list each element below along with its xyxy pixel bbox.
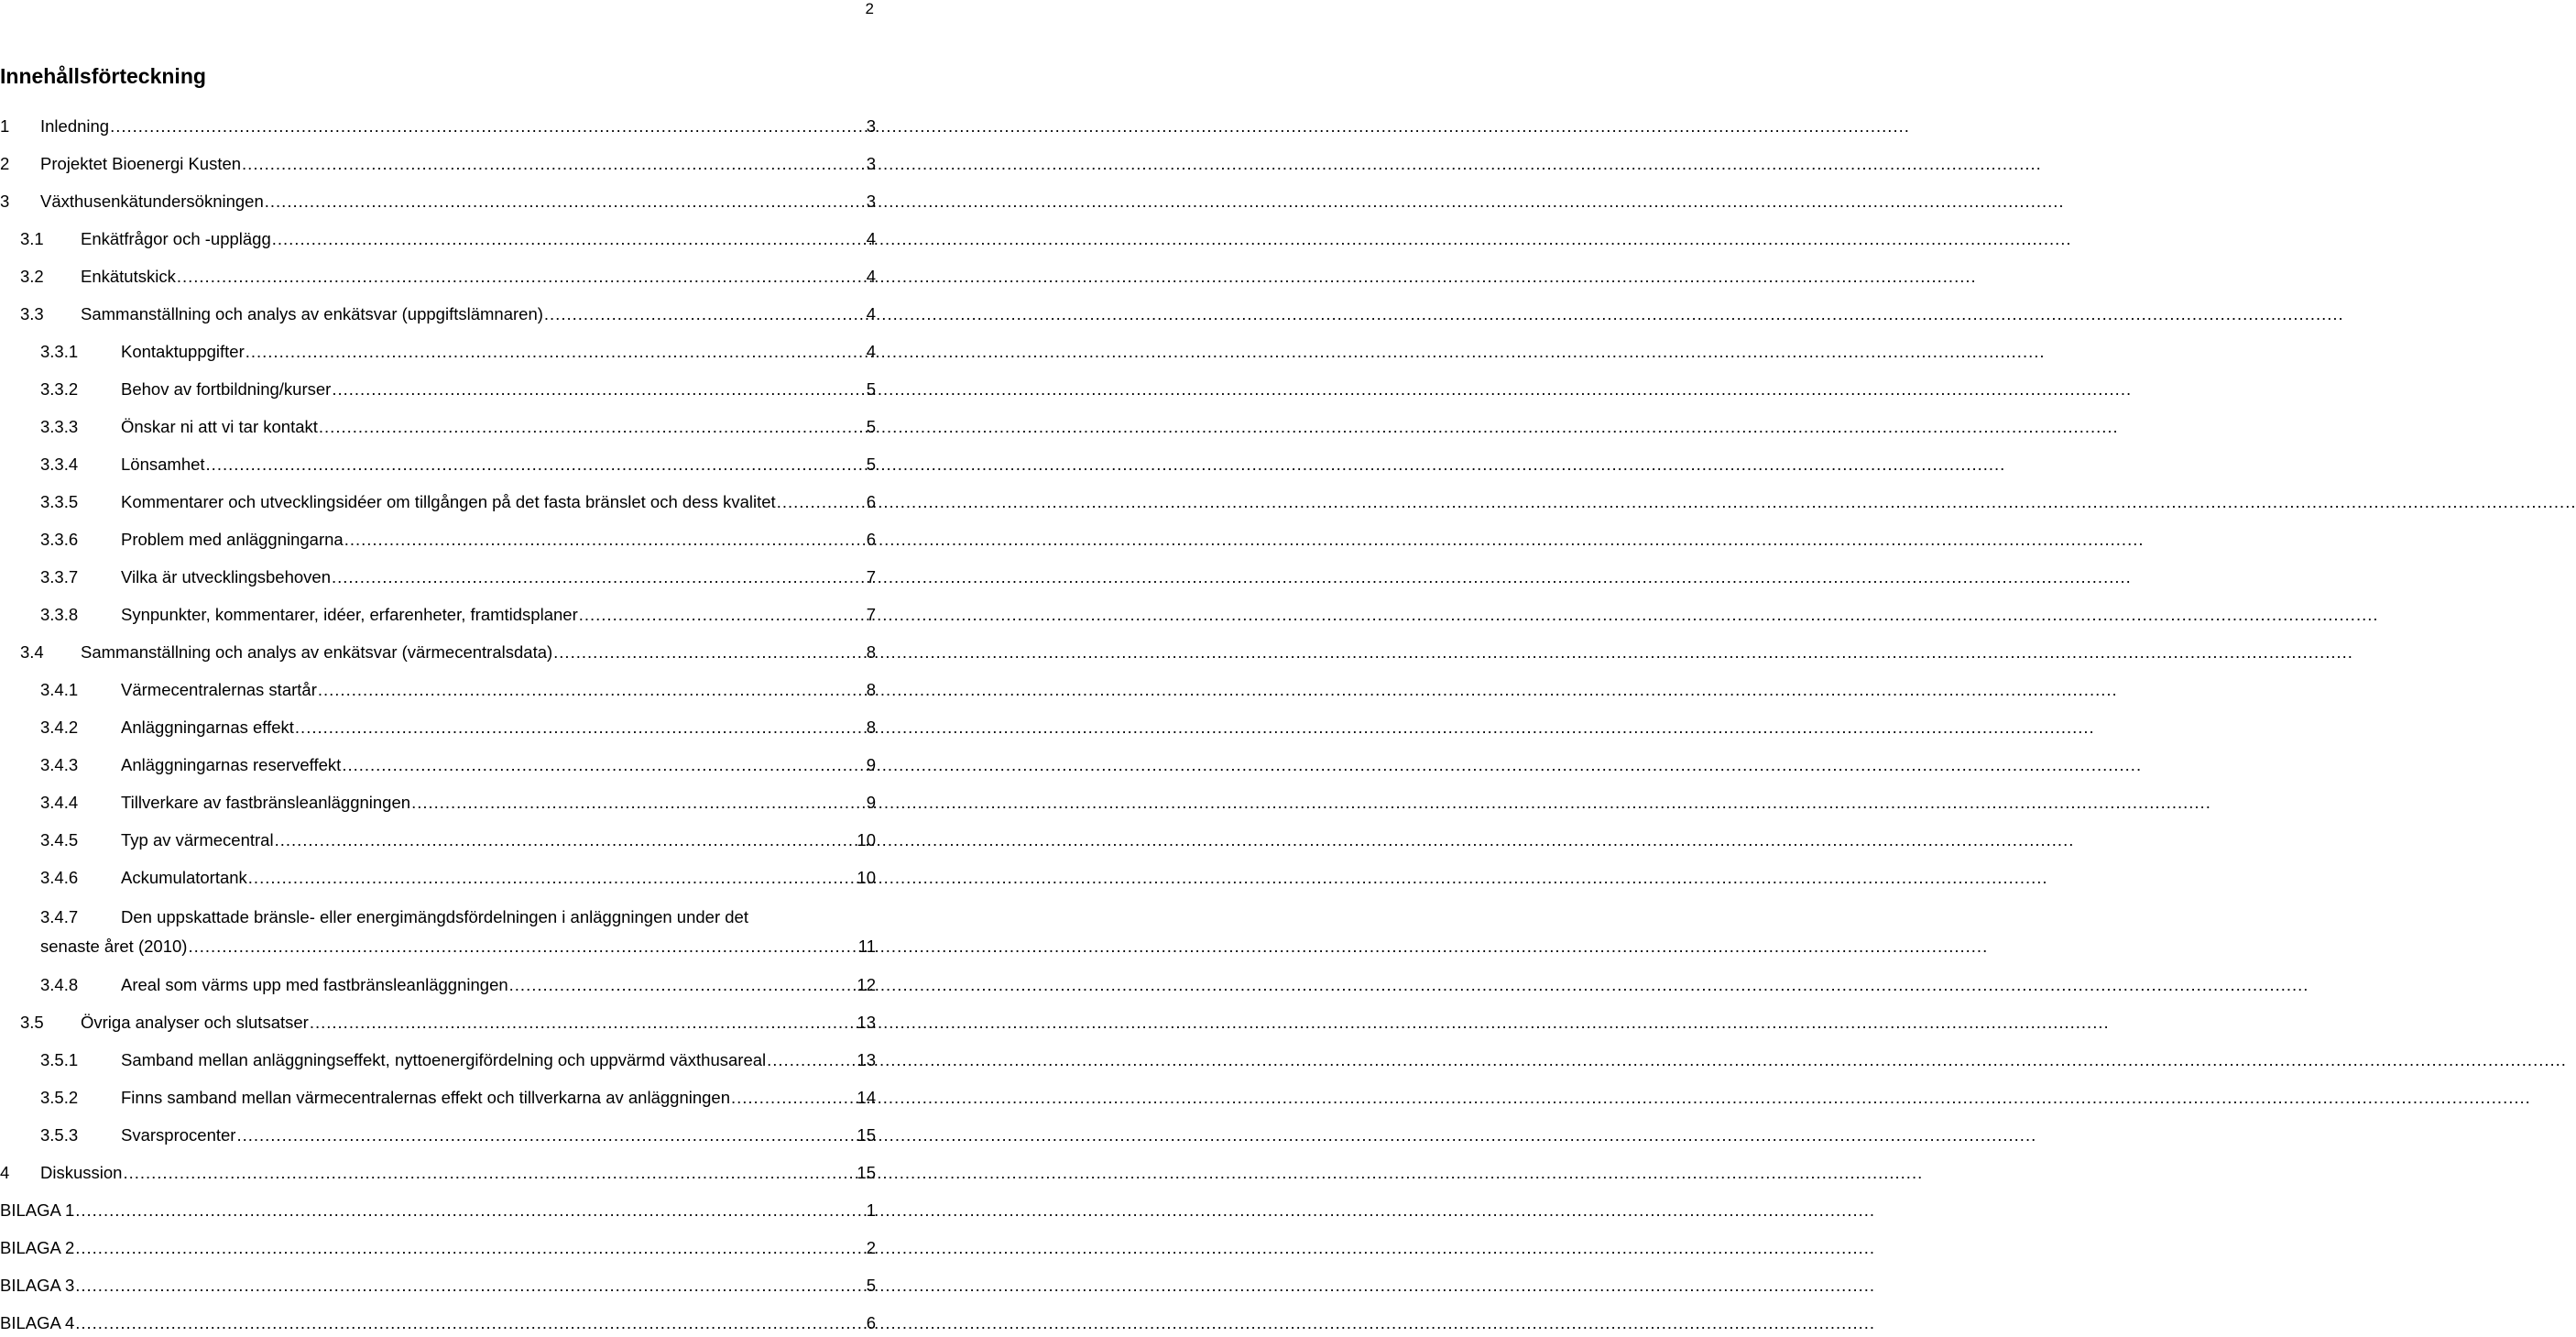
dot-leader [275,827,857,854]
toc-entry[interactable] [0,601,876,629]
toc-entry-page: 6 [866,530,876,549]
toc-entry-label: BILAGA 1 [0,1200,75,1220]
dot-leader [75,1272,865,1299]
toc-entry-number: 3.1 [20,229,44,248]
toc-entry-label: Synpunkter, kommentarer, idéer, erfarenheter, framtidsplaner [121,605,578,624]
toc-entry-page: 4 [866,229,876,248]
dot-leader [544,301,866,328]
toc-entry-number: 3.4 [20,642,44,662]
toc-entry-number: 3.3.6 [40,530,79,549]
toc-entry-number: 3.5.1 [40,1050,79,1069]
dot-leader [767,1047,856,1074]
toc-entry-number: 3.3.7 [40,567,79,586]
toc-entry-page: 2 [866,1238,876,1257]
toc-entry-page: 4 [866,342,876,361]
toc-entry[interactable] [0,413,876,441]
toc-entry-label: Ackumulatortank [121,868,247,887]
toc-entry-number: 3.4.3 [40,755,79,774]
toc-entry[interactable] [0,904,876,960]
toc-entry-number: 3.2 [20,267,44,286]
toc-entry[interactable] [0,789,876,816]
toc-entry-page: 8 [866,680,876,699]
toc-entry-label: Diskussion [40,1163,123,1182]
toc-entry-label: Anläggningarnas effekt [121,718,294,737]
toc-entry-label: Tillverkare av fastbränsleanläggningen [121,793,411,812]
toc-entry[interactable] [0,1310,876,1337]
toc-entry-number: 3.5 [20,1013,44,1032]
toc-entry-number: 3.4.8 [40,975,79,994]
toc-entry-label: Inledning [40,116,110,136]
toc-entry-label: BILAGA 4 [0,1313,75,1332]
toc-entry-label: Svarsprocenter [121,1125,236,1145]
toc-entry-page: 10 [857,868,876,887]
toc-entry[interactable] [0,1272,876,1299]
dot-leader [332,564,866,591]
page-number: 2 [865,0,874,17]
dot-leader [318,676,866,704]
toc-entry-number: 4 [0,1163,10,1182]
toc-entry-page: 8 [866,718,876,737]
toc-entry-page: 3 [866,192,876,211]
toc-entry[interactable] [0,301,876,328]
dot-leader [777,488,866,516]
toc-entry-label: Värmecentralernas startår [121,680,317,699]
toc-entry[interactable] [0,971,876,999]
dot-leader [75,1234,865,1262]
toc-entry-number: 3.3.3 [40,417,79,436]
toc-entry[interactable] [0,864,876,892]
toc-entry-number: 3.4.4 [40,793,79,812]
toc-entry-number: 3.5.2 [40,1088,79,1107]
dot-leader [206,451,866,478]
toc-entry[interactable] [0,1047,876,1074]
toc-entry-page: 9 [866,793,876,812]
toc-entry-page: 15 [857,1163,876,1182]
toc-entry-label: Behov av fortbildning/kurser [121,379,332,399]
dot-leader [553,639,866,666]
toc-entry[interactable] [0,639,876,666]
toc-entry-page: 4 [866,267,876,286]
dot-leader [75,1310,865,1337]
toc-entry-page: 14 [857,1088,876,1107]
toc-entry-label: Lönsamhet [121,455,205,474]
toc-entry[interactable] [0,1084,876,1112]
toc-entry-number: 3.4.2 [40,718,79,737]
toc-entry-label: Kontaktuppgifter [121,342,245,361]
toc-entry[interactable] [0,150,876,178]
toc-entry[interactable] [0,827,876,854]
toc-entry-page: 3 [866,154,876,173]
toc-entry[interactable] [0,676,876,704]
toc-entry-number: 3.3.1 [40,342,79,361]
toc-entry-page: 6 [866,1313,876,1332]
toc-entry-number: 3.3.2 [40,379,79,399]
toc-entry-number: 3 [0,192,10,211]
toc-title: Innehållsförteckning [0,64,206,88]
toc-entry[interactable] [0,451,876,478]
toc-entry[interactable] [0,488,876,516]
toc-entry-label: Vilka är utvecklingsbehoven [121,567,331,586]
toc-entry-number: 1 [0,116,10,136]
toc-entry-page: 8 [866,642,876,662]
toc-entry-label: Växthusenkätundersökningen [40,192,264,211]
toc-entry-page: 9 [866,755,876,774]
toc-entry-label: Typ av värmecentral [121,830,274,849]
dot-leader [246,338,866,366]
toc-entry-page: 5 [866,379,876,399]
dot-leader [265,188,866,215]
toc-entry-number: 3.4.7 [40,907,79,926]
toc-entry-number: 3.4.5 [40,830,79,849]
toc-entry-page: 13 [857,1013,876,1032]
toc-entry-number: 3.3 [20,304,44,323]
toc-entry-label: Areal som värms upp med fastbränsleanläggningen [121,975,508,994]
toc-entry-page: 5 [866,1276,876,1295]
toc-entry-page: 3 [866,116,876,136]
toc-entry-number: 3.4.1 [40,680,79,699]
toc-entry-page: 12 [857,975,876,994]
toc-entry-number: 2 [0,154,10,173]
toc-entry-label: Enkätfrågor och -upplägg [81,229,271,248]
toc-entry[interactable] [0,376,876,403]
toc-entry-page: 5 [866,455,876,474]
dot-leader [509,971,857,999]
toc-entry[interactable] [0,1234,876,1262]
toc-entry-label: Anläggningarnas reserveffekt [121,755,342,774]
toc-entry-page: 4 [866,304,876,323]
toc-entry-label: BILAGA 3 [0,1276,75,1295]
toc-entry[interactable] [0,225,876,253]
toc-entry-label: Sammanställning och analys av enkätsvar (värmecentralsdata) [81,642,553,662]
toc-entry-label: Samband mellan anläggningseffekt, nyttoenergifördelning och uppvärmd växthusareal [121,1050,767,1069]
dot-leader [236,1122,856,1149]
toc-entry-page: 11 [857,937,876,956]
toc-entry-number: 3.3.8 [40,605,79,624]
toc-entry[interactable] [0,1197,876,1224]
dot-leader [188,933,857,960]
dot-leader [248,864,857,892]
toc-entry-label: Enkätutskick [81,267,176,286]
toc-entry-label: BILAGA 2 [0,1238,75,1257]
toc-entry-label-continued: senaste året (2010) [40,937,188,956]
dot-leader [332,376,865,403]
toc-entry[interactable] [0,338,876,366]
toc-entry[interactable] [0,564,876,591]
toc-entry-page: 13 [857,1050,876,1069]
toc-entry-number: 3.4.6 [40,868,79,887]
dot-leader [75,1197,865,1224]
dot-leader [579,601,866,629]
toc-entry-page: 1 [866,1200,876,1220]
dot-leader [319,413,866,441]
toc-entry-label: Finns samband mellan värmecentralernas effekt och tillverkarna av anläggningen [121,1088,730,1107]
dot-leader [177,263,866,290]
dot-leader [295,714,866,741]
toc-entry-label: Den uppskattade bränsle- eller energimängdsfördelningen i anläggningen under det [121,907,748,926]
toc-entry-label: Sammanställning och analys av enkätsvar (uppgiftslämnaren) [81,304,543,323]
dot-leader [272,225,866,253]
dot-leader [344,526,866,553]
toc-entry[interactable] [0,714,876,741]
toc-entry[interactable] [0,263,876,290]
toc-entry-page: 7 [866,605,876,624]
dot-leader [310,1009,857,1036]
toc-entry-page: 5 [866,417,876,436]
toc-entry-page: 10 [857,830,876,849]
toc-entry[interactable] [0,1009,876,1036]
toc-entry-page: 15 [857,1125,876,1145]
toc-entry-number: 3.3.5 [40,492,79,511]
toc-entry[interactable] [0,526,876,553]
toc-entry[interactable] [0,751,876,779]
dot-leader [110,113,866,140]
toc-entry-page: 7 [866,567,876,586]
toc-entry-label: Övriga analyser och slutsatser [81,1013,309,1032]
toc-entry-label: Önskar ni att vi tar kontakt [121,417,318,436]
toc-entry-page: 6 [866,492,876,511]
dot-leader [242,150,866,178]
dot-leader [342,751,865,779]
toc-entry[interactable] [0,188,876,215]
toc-entry-number: 3.5.3 [40,1125,79,1145]
toc-entry[interactable] [0,1159,876,1187]
dot-leader [731,1084,856,1112]
toc-entry-label: Kommentarer och utvecklingsidéer om tillgången på det fasta bränslet och dess kvalitet [121,492,776,511]
toc-entry-number: 3.3.4 [40,455,79,474]
toc-entry-label: Problem med anläggningarna [121,530,344,549]
dot-leader [123,1159,856,1187]
toc-entry[interactable] [0,1122,876,1149]
toc-entry-label: Projektet Bioenergi Kusten [40,154,242,173]
toc-entry[interactable] [0,113,876,140]
dot-leader [411,789,866,816]
